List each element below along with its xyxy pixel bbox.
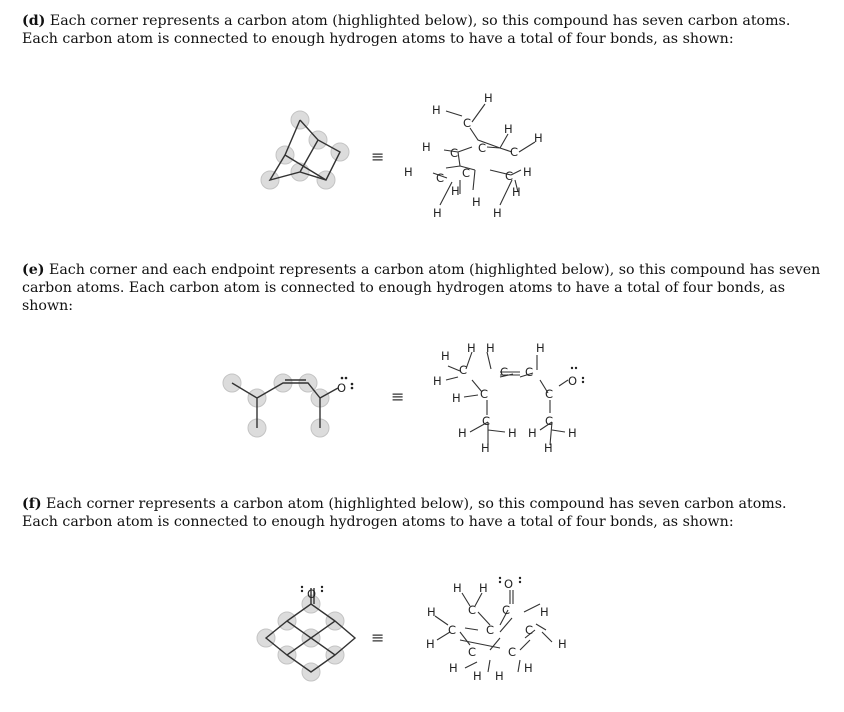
svg-text:C: C — [545, 387, 554, 401]
section-f-label: (f) — [22, 496, 42, 512]
svg-text:H: H — [524, 661, 533, 675]
svg-text:C: C — [450, 146, 459, 160]
svg-text:H: H — [472, 195, 481, 209]
svg-text:C: C — [468, 603, 477, 617]
svg-text:C: C — [500, 365, 509, 379]
svg-text:H: H — [481, 441, 490, 455]
svg-text:H: H — [427, 605, 436, 619]
skeletal-structure-f — [257, 586, 355, 681]
expanded-structure-f — [426, 577, 567, 683]
equivalence-d: ≡ — [371, 147, 385, 166]
svg-text:C: C — [486, 623, 495, 637]
svg-text:H: H — [473, 669, 482, 683]
svg-text:H: H — [422, 140, 431, 154]
section-e-body: Each corner and each endpoint represents a carbon atom (highlighted below), so this compound has seven carbon atoms. Each carbon atom is connected to enough hydrogen atoms to have a total of four bonds, as shown: — [22, 262, 821, 314]
svg-text:H: H — [458, 426, 467, 440]
svg-text:H: H — [433, 206, 442, 220]
section-e-label: (e) — [22, 262, 45, 278]
svg-text:H: H — [451, 184, 460, 198]
svg-text:H: H — [404, 165, 413, 179]
svg-text:C: C — [459, 363, 468, 377]
svg-text:H: H — [534, 131, 543, 145]
svg-text:C: C — [505, 169, 514, 183]
svg-text:H: H — [479, 581, 488, 595]
svg-text:H: H — [558, 637, 567, 651]
svg-text:H: H — [426, 637, 435, 651]
svg-text:C: C — [545, 414, 554, 428]
svg-text:H: H — [495, 669, 504, 683]
svg-text:C: C — [480, 387, 489, 401]
svg-text:H: H — [512, 185, 521, 199]
svg-text:H: H — [568, 426, 577, 440]
svg-text:H: H — [441, 349, 450, 363]
svg-text:H: H — [508, 426, 517, 440]
svg-text:H: H — [486, 341, 495, 355]
svg-text:C: C — [468, 645, 477, 659]
section-d-label: (d) — [22, 13, 46, 29]
svg-text:H: H — [433, 374, 442, 388]
svg-text:H: H — [453, 581, 462, 595]
svg-text:C: C — [525, 623, 534, 637]
svg-text:H: H — [449, 661, 458, 675]
svg-text:H: H — [536, 341, 545, 355]
svg-text:C: C — [482, 414, 491, 428]
skeletal-oxygen-f: O — [307, 587, 317, 601]
svg-text:O: O — [568, 374, 578, 388]
svg-text:H: H — [523, 165, 532, 179]
svg-text:H: H — [493, 206, 502, 220]
svg-text:H: H — [484, 91, 493, 105]
svg-text:H: H — [432, 103, 441, 117]
svg-text:C: C — [478, 141, 487, 155]
svg-text:C: C — [510, 145, 519, 159]
equivalence-e: ≡ — [391, 387, 405, 406]
skeletal-oxygen-e: O — [337, 381, 347, 395]
svg-text:H: H — [540, 605, 549, 619]
svg-text:H: H — [544, 441, 553, 455]
svg-text:C: C — [525, 365, 534, 379]
svg-text:C: C — [462, 166, 471, 180]
svg-text:C: C — [502, 603, 511, 617]
svg-text:H: H — [452, 391, 461, 405]
svg-text:H: H — [467, 341, 476, 355]
section-d-body: Each corner represents a carbon atom (highlighted below), so this compound has seven carbon atoms. Each carbon atom is connected to enough hydrogen atoms to have a total of four bonds, as shown: — [22, 13, 791, 47]
svg-text:H: H — [504, 122, 513, 136]
section-f-body: Each corner represents a carbon atom (highlighted below), so this compound has seven carbon atoms. Each carbon atom is connected to enough hydrogen atoms to have a total of four bonds, as shown: — [22, 496, 787, 530]
svg-text:H: H — [528, 426, 537, 440]
svg-text:C: C — [436, 171, 445, 185]
svg-text:C: C — [463, 116, 472, 130]
svg-text:O: O — [504, 577, 514, 591]
equivalence-f: ≡ — [371, 628, 385, 647]
svg-text:C: C — [448, 623, 457, 637]
svg-text:C: C — [508, 645, 517, 659]
